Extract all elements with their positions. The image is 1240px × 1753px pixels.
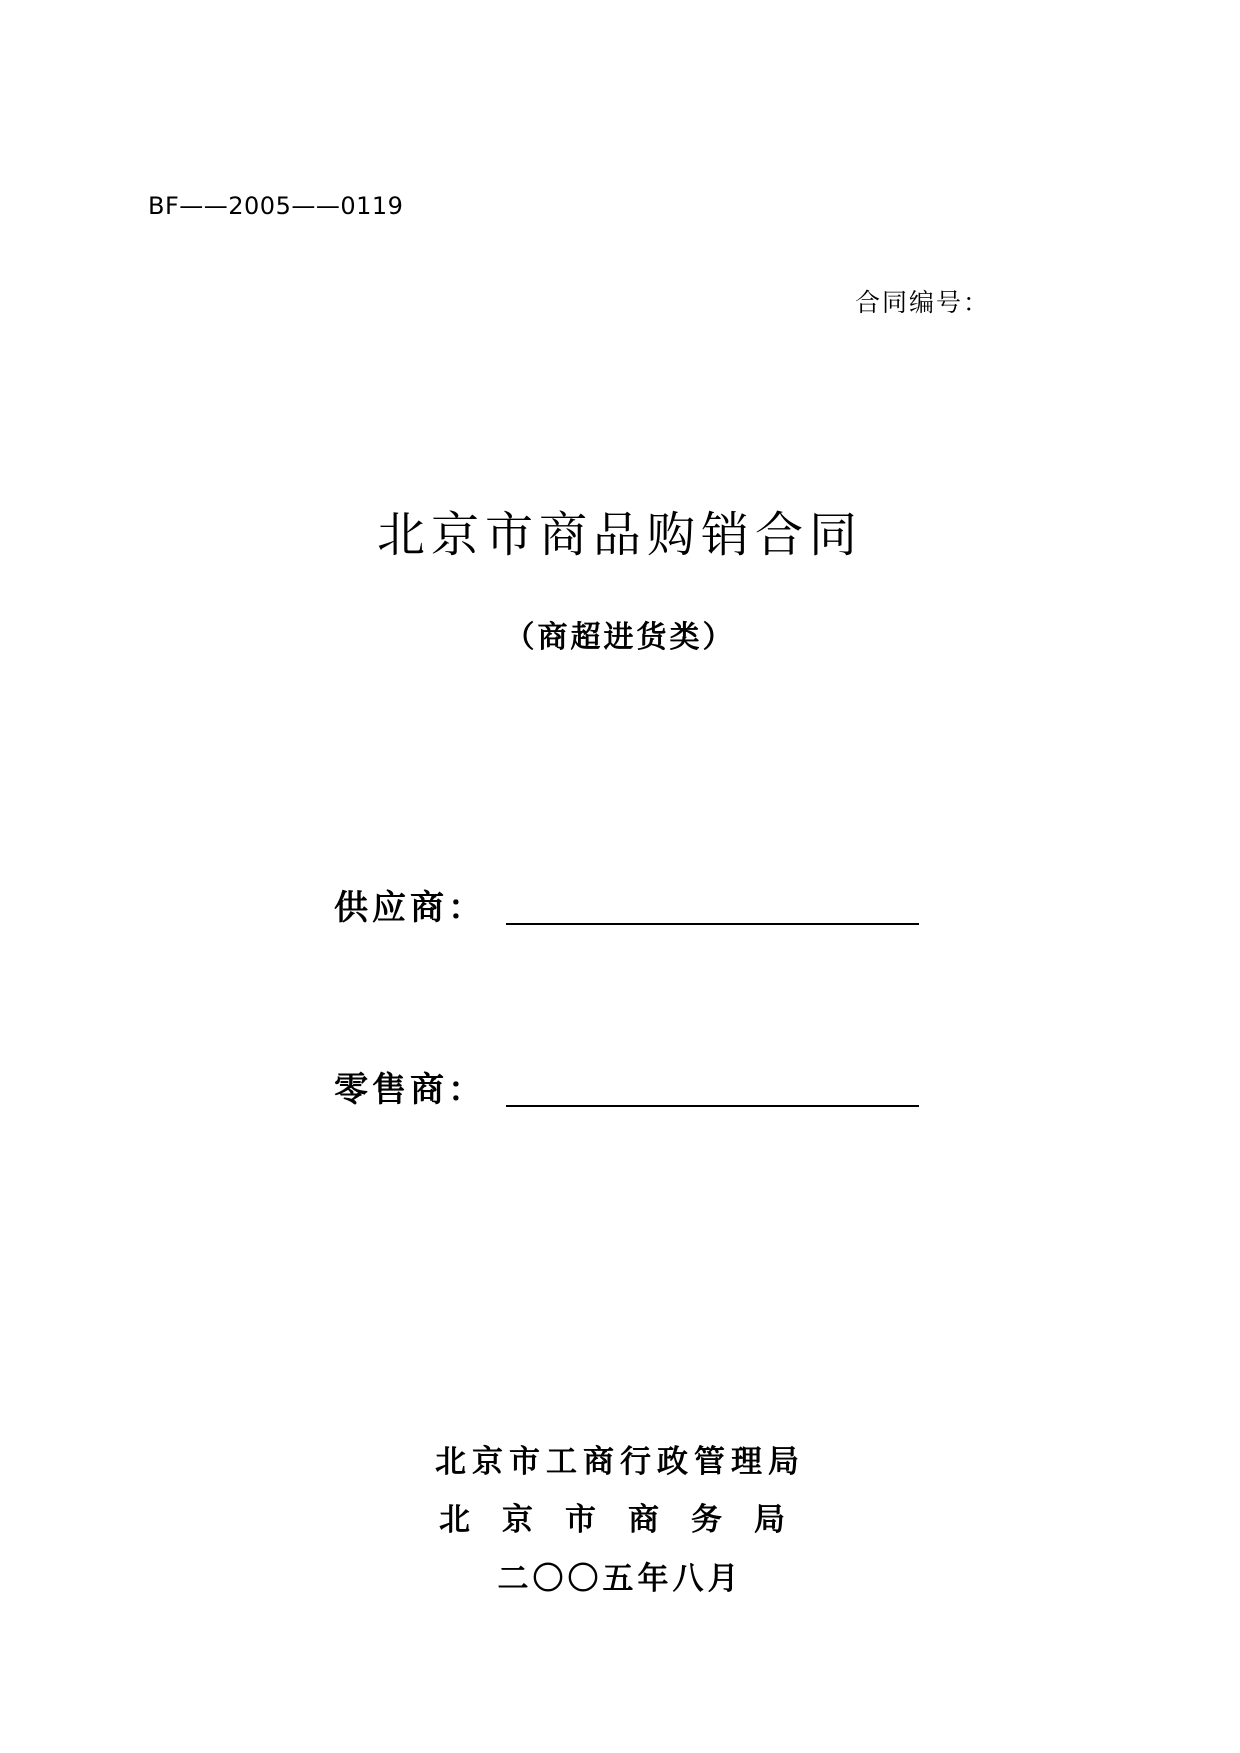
supplier-blank-line[interactable] xyxy=(506,923,919,925)
supplier-field xyxy=(334,880,919,929)
supplier-label: 供应商： xyxy=(334,888,486,928)
document-title: 北京市商品购销合同 xyxy=(376,507,863,563)
document-subtitle: （商超进货类） xyxy=(504,620,736,655)
retailer-label: 零售商： xyxy=(334,1070,486,1110)
issue-date: 二〇〇五年八月 xyxy=(497,1561,743,1597)
contract-number-label: 合同编号： xyxy=(855,288,991,317)
retailer-field xyxy=(334,1062,919,1111)
issuer-saic: 北京市工商行政管理局 xyxy=(435,1444,805,1480)
standard-code: BF——2005——0119 xyxy=(148,192,404,220)
retailer-blank-line[interactable] xyxy=(506,1105,919,1107)
issuer-commerce-bureau: 北京市商务局 xyxy=(439,1502,817,1538)
